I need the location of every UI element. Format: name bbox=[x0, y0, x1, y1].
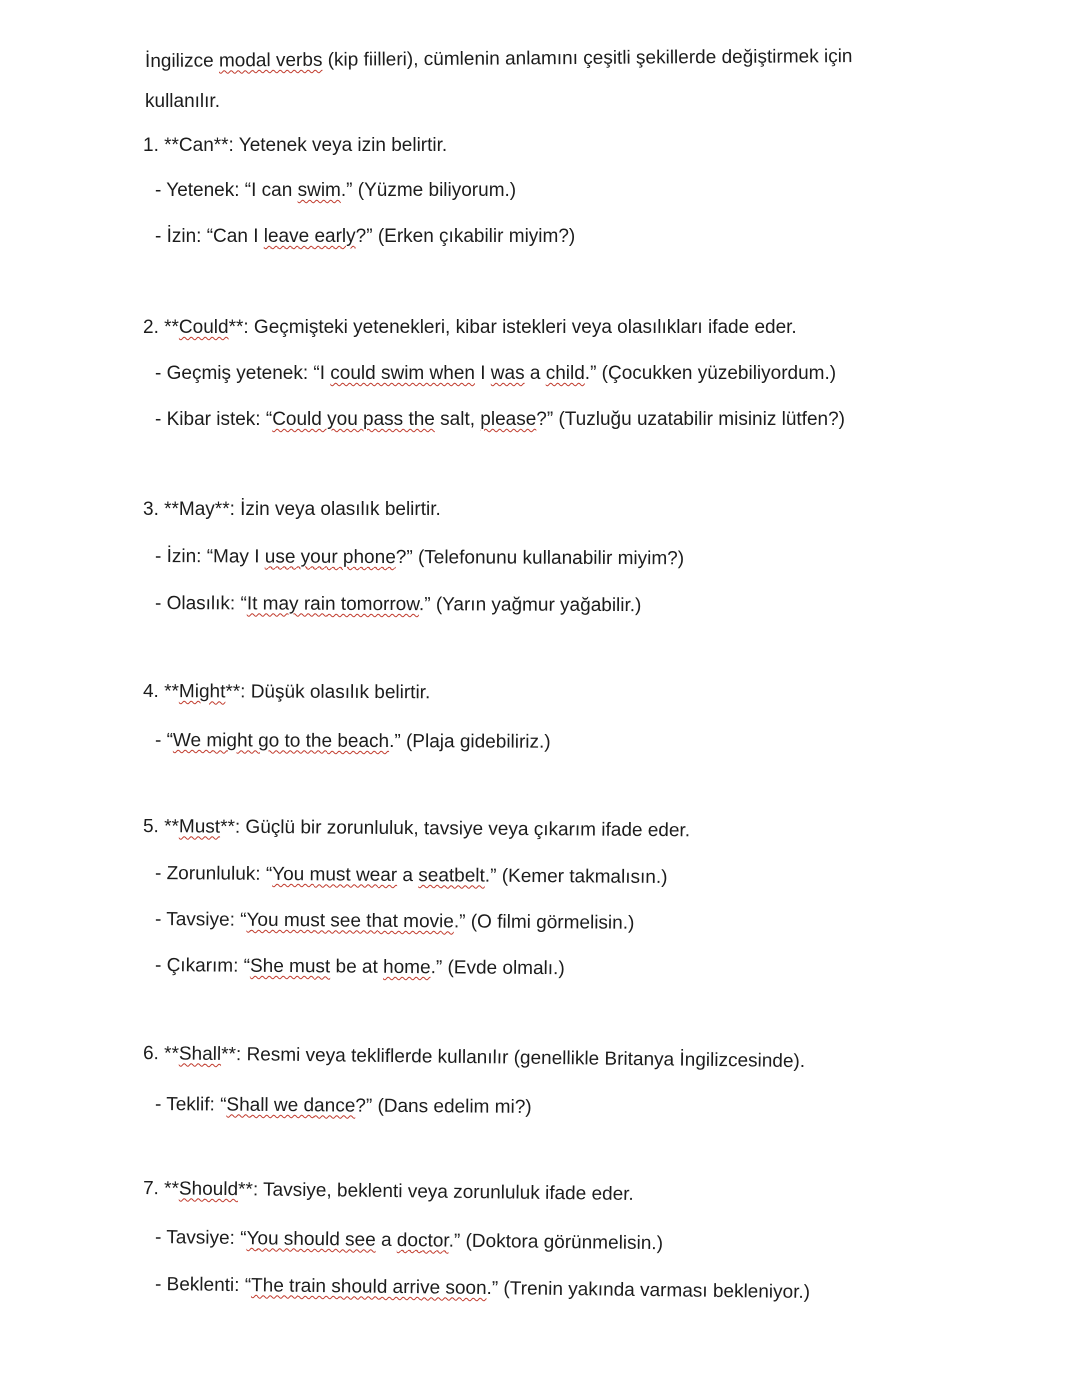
example-text: .” (Doktora görünmelisin.) bbox=[448, 1230, 664, 1255]
section-heading-must bbox=[143, 815, 690, 843]
example-text: - Kibar istek: “ bbox=[155, 409, 273, 430]
example-text: - Çıkarım: “ bbox=[154, 955, 251, 977]
example-term: leave early bbox=[263, 226, 356, 247]
example-text: be at bbox=[330, 956, 384, 978]
example-might bbox=[155, 729, 551, 755]
heading-term: Could bbox=[178, 317, 229, 338]
example-must-inference bbox=[155, 954, 565, 981]
example-term: seatbelt bbox=[418, 865, 485, 887]
example-must-advice bbox=[155, 908, 635, 936]
example-text: a bbox=[397, 864, 419, 887]
example-text: ?” (Tuzluğu uzatabilir misiniz lütfen?) bbox=[536, 409, 845, 430]
example-term: You must see that movie bbox=[246, 909, 454, 933]
example-term: doctor bbox=[396, 1229, 449, 1252]
intro-text: kullanılır. bbox=[145, 91, 220, 112]
example-text: a bbox=[375, 1229, 398, 1251]
example-term: You must wear bbox=[272, 863, 398, 886]
example-text: .” (Evde olmalı.) bbox=[430, 957, 565, 980]
example-can-permission bbox=[155, 225, 575, 249]
example-text: ?” (Dans edelim mi?) bbox=[355, 1095, 532, 1118]
example-can-ability bbox=[155, 179, 516, 203]
section-heading-could bbox=[143, 316, 797, 340]
section-heading-should bbox=[143, 1177, 634, 1207]
heading-term: Shall bbox=[178, 1043, 222, 1065]
example-text: I bbox=[474, 363, 491, 384]
example-term: could swim when bbox=[330, 363, 475, 384]
example-text: salt, bbox=[434, 409, 481, 430]
example-must-obligation bbox=[155, 862, 668, 890]
heading-term: Should bbox=[178, 1178, 239, 1201]
heading-term: Must bbox=[178, 816, 221, 838]
example-text: - Yetenek: “I can bbox=[155, 180, 298, 201]
heading-text: **: Düşük olasılık belirtir. bbox=[225, 681, 431, 704]
intro-text: (kip fiilleri), cümlenin anlamını çeşitli şekillerde değiştirmek için bbox=[322, 46, 853, 71]
example-text: - İzin: “May I bbox=[154, 546, 265, 568]
example-text: - Tavsiye: “ bbox=[154, 1227, 247, 1250]
heading-text: 4. ** bbox=[142, 681, 179, 703]
example-text: .” (Çocukken yüzebiliyordum.) bbox=[584, 363, 837, 384]
example-term: It may rain tomorrow bbox=[246, 593, 419, 616]
example-text: ?” (Erken çıkabilir miyim?) bbox=[355, 226, 576, 247]
section-heading-can bbox=[143, 134, 447, 158]
example-text: - “ bbox=[154, 730, 173, 752]
example-term: We might go to the beach bbox=[172, 730, 390, 753]
example-may-possibility bbox=[155, 592, 642, 618]
example-text: - Olasılık: “ bbox=[154, 593, 247, 615]
heading-text: **: Güçlü bir zorunluluk, tavsiye veya çıkarım ifade eder. bbox=[220, 816, 691, 842]
section-heading-might bbox=[143, 680, 430, 705]
heading-text: 3. **May**: İzin veya olasılık belirtir. bbox=[143, 499, 441, 520]
example-term: swim bbox=[297, 180, 341, 201]
example-shall-offer bbox=[155, 1093, 532, 1120]
example-text: ?” (Telefonunu kullanabilir miyim?) bbox=[395, 547, 685, 570]
heading-text: **: Tavsiye, beklenti veya zorunluluk ifade eder. bbox=[237, 1179, 634, 1205]
example-term: please bbox=[480, 409, 537, 430]
heading-text: **: Resmi veya tekliflerde kullanılır (genellikle Britanya İngilizcesinde). bbox=[221, 1043, 806, 1073]
intro-text: İngilizce bbox=[144, 50, 219, 72]
example-could-past-ability bbox=[155, 362, 836, 386]
example-text: - Geçmiş yetenek: “I bbox=[155, 363, 331, 384]
example-text: a bbox=[524, 363, 546, 384]
example-may-permission bbox=[155, 545, 684, 571]
example-should-expectation bbox=[155, 1273, 810, 1305]
example-should-advice bbox=[155, 1226, 663, 1256]
intro-term: modal verbs bbox=[218, 49, 323, 72]
example-text: .” (Yüzme biliyorum.) bbox=[340, 180, 517, 201]
example-text: .” (Yarın yağmur yağabilir.) bbox=[418, 594, 642, 617]
example-term: was bbox=[490, 363, 525, 384]
example-term: She must bbox=[249, 955, 331, 978]
example-term: The train should arrive soon bbox=[250, 1275, 487, 1300]
example-text: - İzin: “Can I bbox=[155, 226, 264, 247]
example-term: use your phone bbox=[264, 546, 396, 569]
example-text: .” (O filmi görmelisin.) bbox=[453, 911, 635, 934]
heading-text: 1. **Can**: Yetenek veya izin belirtir. bbox=[143, 135, 448, 156]
section-heading-shall bbox=[143, 1042, 805, 1074]
heading-text: 5. ** bbox=[142, 816, 180, 838]
heading-text: **: Geçmişteki yetenekleri, kibar istekleri veya olasılıkları ifade eder. bbox=[228, 317, 797, 338]
example-could-polite-request bbox=[155, 408, 845, 432]
heading-text: 6. ** bbox=[142, 1043, 180, 1065]
example-text: - Zorunluluk: “ bbox=[154, 863, 273, 885]
intro-line-1 bbox=[145, 45, 853, 74]
example-term: Shall we dance bbox=[226, 1094, 356, 1117]
example-text: - Teklif: “ bbox=[154, 1094, 227, 1116]
intro-line-2 bbox=[145, 90, 220, 114]
example-text: .” (Kemer takmalısın.) bbox=[484, 865, 668, 889]
example-term: home bbox=[383, 956, 431, 979]
heading-text: 7. ** bbox=[142, 1178, 180, 1200]
section-heading-may bbox=[143, 498, 441, 522]
example-term: child bbox=[545, 363, 585, 384]
example-term: Could you pass the bbox=[272, 409, 435, 430]
heading-term: Might bbox=[178, 681, 226, 703]
example-text: .” (Plaja gidebiliriz.) bbox=[389, 731, 551, 753]
example-term: You should see bbox=[246, 1228, 376, 1251]
example-text: .” (Trenin yakında varması bekleniyor.) bbox=[486, 1278, 811, 1304]
example-text: - Beklenti: “ bbox=[154, 1274, 252, 1297]
example-text: - Tavsiye: “ bbox=[154, 909, 247, 931]
heading-text: 2. ** bbox=[143, 317, 179, 338]
